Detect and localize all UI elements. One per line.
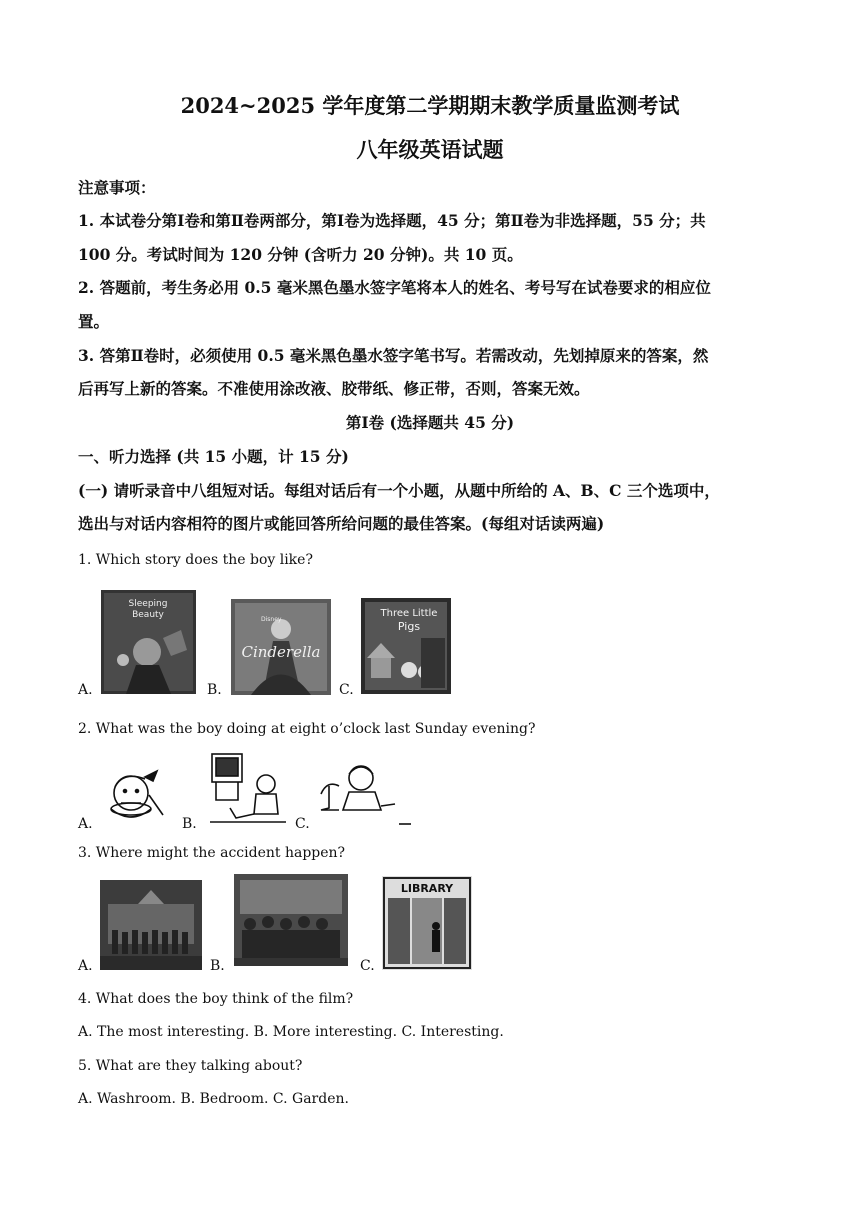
boy-watching-tv-picture xyxy=(206,748,290,828)
street-crowd-picture xyxy=(234,874,348,966)
question-5-options: A. Washroom. B. Bedroom. C. Garden. xyxy=(78,1091,349,1107)
notice-item1-line2: 100 分。考试时间为 120 分钟 (含听力 20 分钟)。共 10 页。 xyxy=(78,245,523,264)
question-3: 3. Where might the accident happen? xyxy=(78,845,346,861)
q2-option-a-label: A. xyxy=(78,816,93,832)
q1-a-title-line1: Sleeping xyxy=(128,599,168,609)
q1-option-c-label: C. xyxy=(339,682,354,698)
boy-doing-homework-picture xyxy=(315,756,415,830)
part1-instruction-line1: (一) 请听录音中八组短对话。每组对话后有一个小题，从题中所给的 A、B、C 三个选项中， xyxy=(78,481,720,500)
q1-b-title: Cinderella xyxy=(241,643,321,661)
notice-item3-line1: 3. 答第Ⅱ卷时，必须使用 0.5 毫米黑色墨水签字笔书写。若需改动，先划掉原来的答案，然 xyxy=(78,346,709,365)
library-picture xyxy=(382,876,472,970)
question-1: 1. Which story does the boy like? xyxy=(78,552,313,568)
question-2: 2. What was the boy doing at eight o’clock last Sunday evening? xyxy=(78,721,536,737)
notice-item2-line2: 置。 xyxy=(78,312,110,331)
school-picture xyxy=(100,880,202,970)
q2-option-b-label: B. xyxy=(182,816,197,832)
part1-instruction-line2: 选出与对话内容相符的图片或能回答所给问题的最佳答案。(每组对话读两遍) xyxy=(78,514,605,533)
notice-item3-line2: 后再写上新的答案。不准使用涂改液、胶带纸、修正带，否则，答案无效。 xyxy=(78,379,590,398)
q1-b-brand: Disney xyxy=(261,616,282,623)
notice-heading: 注意事项： xyxy=(78,178,156,197)
notice-item1-line1: 1. 本试卷分第Ⅰ卷和第Ⅱ卷两部分，第Ⅰ卷为选择题，45 分；第Ⅱ卷为非选择题，55 分；共 xyxy=(78,211,706,230)
q3-option-b-label: B. xyxy=(210,958,225,974)
three-little-pigs-picture xyxy=(361,598,451,694)
cinderella-picture xyxy=(231,599,331,695)
part1-heading: 第Ⅰ卷 (选择题共 45 分) xyxy=(345,413,515,432)
question-4-options: A. The most interesting. B. More interesting. C. Interesting. xyxy=(78,1024,504,1040)
q3-option-a-label: A. xyxy=(78,958,93,974)
q2-option-c-label: C. xyxy=(295,816,310,832)
q3-option-c-label: C. xyxy=(360,958,375,974)
q1-option-a-label: A. xyxy=(78,682,93,698)
q1-c-title-line2: Pigs xyxy=(397,620,421,633)
notice-item2-line1: 2. 答题前，考生务必用 0.5 毫米黑色墨水签字笔将本人的姓名、考号写在试卷要求的相应位 xyxy=(78,278,711,297)
exam-title: 2024~2025 学年度第二学期期末教学质量监测考试 xyxy=(180,93,680,118)
question-5: 5. What are they talking about? xyxy=(78,1058,303,1074)
sleeping-beauty-picture xyxy=(101,590,196,694)
part1-section: 一、听力选择 (共 15 小题，计 15 分) xyxy=(78,447,349,466)
exam-subtitle: 八年级英语试题 xyxy=(356,137,504,162)
q1-option-b-label: B. xyxy=(207,682,222,698)
q1-c-title-line1: Three Little xyxy=(380,608,438,619)
question-4: 4. What does the boy think of the film? xyxy=(78,991,354,1007)
q1-a-title-line2: Beauty xyxy=(132,610,164,620)
q3-c-sign: LIBRARY xyxy=(400,882,454,895)
girl-eating-picture xyxy=(101,765,169,825)
